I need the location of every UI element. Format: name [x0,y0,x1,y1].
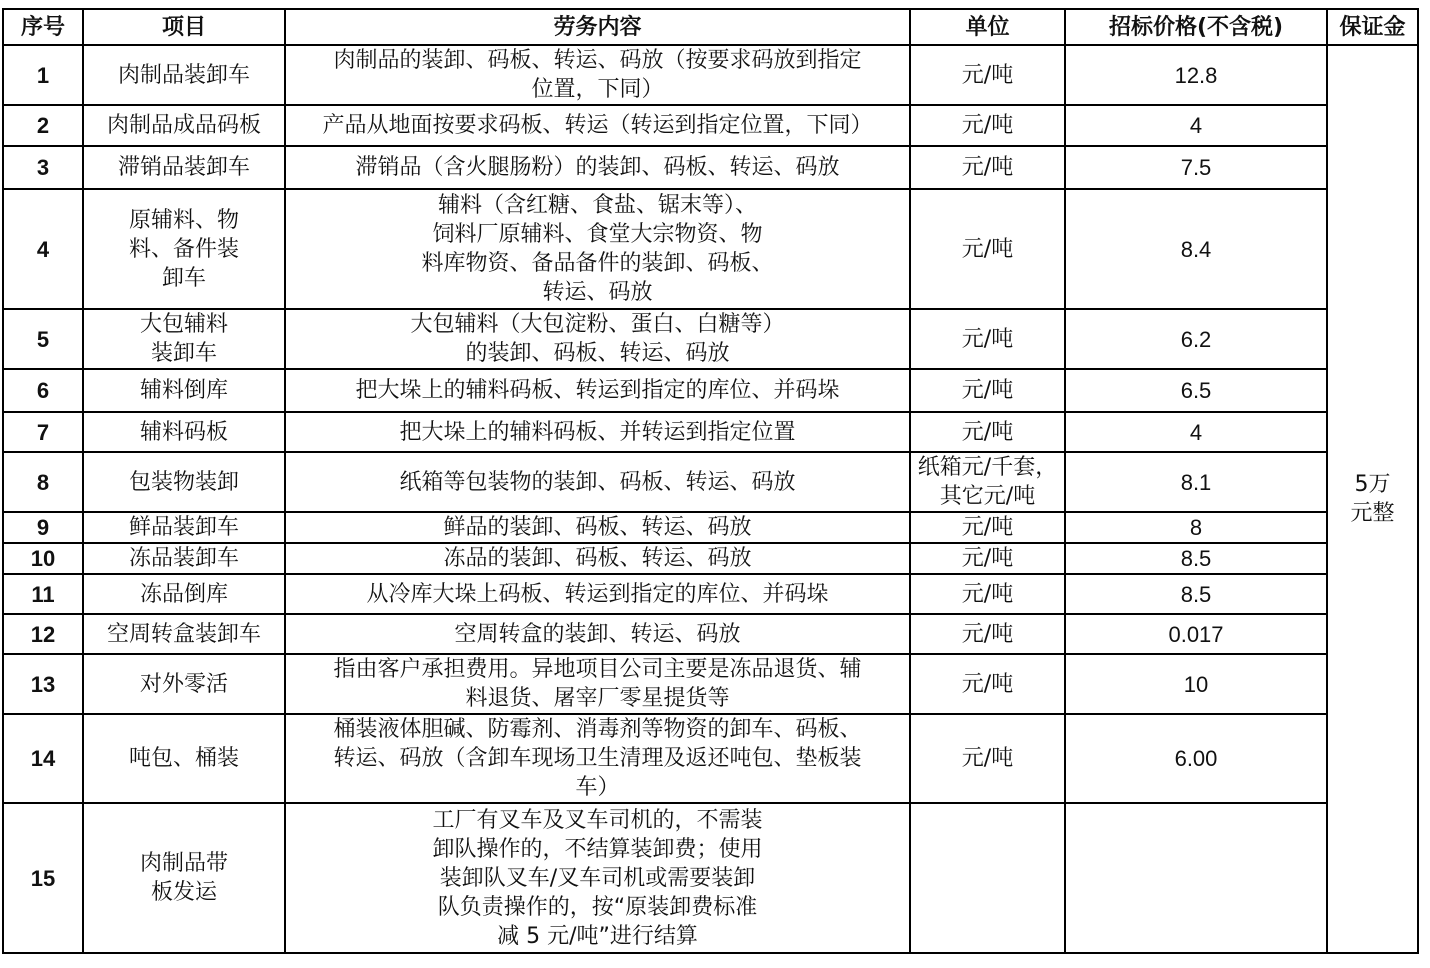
text-line: 吨包、桶装 [128,746,239,771]
price-cell: 4 [1065,412,1327,452]
content-cell [285,189,910,309]
unit-cell [910,105,1065,146]
item-cell [83,309,285,369]
unit-cell [910,574,1065,614]
text-line: 装卸车 [150,341,217,366]
content-cell [285,146,910,189]
table-row [3,803,1418,953]
content-cell [285,105,910,146]
seq-cell: 1 [3,45,83,105]
text-line: 料、备件装 [128,236,239,262]
text-line: 饲料厂原辅料、食堂大宗物资、物 [432,222,763,247]
content-cell [285,452,910,512]
text-line: 纸箱等包装物的装卸、码板、转运、码放 [399,469,796,495]
header-deposit: 保证金 [1327,9,1418,45]
table-row [3,574,1418,614]
text-line: 元/吨 [961,581,1014,607]
table-row [3,369,1418,412]
text-line: 车） [575,775,620,800]
content-cell [285,309,910,369]
text-line: 冻品的装卸、码板、转运、码放 [443,546,752,571]
seq-cell: 11 [3,574,83,614]
text-line: 5万 [1354,472,1391,497]
table-row [3,452,1418,512]
header-item: 项目 [83,9,285,45]
unit-cell [910,512,1065,543]
seq-cell: 5 [3,309,83,369]
text-line: 对外零活 [139,671,228,697]
text-line: 元/吨 [961,419,1014,445]
item-cell [83,803,285,953]
header-price: 招标价格(不含税) [1065,9,1327,45]
content-cell [285,45,910,105]
price-cell: 10 [1065,654,1327,714]
text-line: 元/吨 [961,515,1014,540]
content-cell [285,412,910,452]
table-row [3,412,1418,452]
unit-cell [910,543,1065,574]
text-line: 位置，下同） [531,77,664,102]
deposit-cell [1327,45,1418,953]
text-line: 纸箱元/千套， [917,455,1058,480]
seq-cell: 10 [3,543,83,574]
text-line: 鲜品的装卸、码板、转运、码放 [443,515,752,540]
unit-cell [910,369,1065,412]
item-cell [83,105,285,146]
seq-cell: 2 [3,105,83,146]
item-cell [83,369,285,412]
price-cell: 6.00 [1065,714,1327,803]
content-cell [285,512,910,543]
item-cell [83,452,285,512]
seq-cell: 4 [3,189,83,309]
text-line: 滞销品装卸车 [117,155,250,180]
unit-cell [910,714,1065,803]
text-line: 把大垛上的辅料码板、并转运到指定位置 [399,419,796,445]
text-line: 料退货、屠宰厂零星提货等 [465,686,730,711]
price-cell: 8.4 [1065,189,1327,309]
content-cell [285,654,910,714]
price-cell: 8.5 [1065,574,1327,614]
content-cell [285,803,910,953]
text-line: 把大垛上的辅料码板、转运到指定的库位、并码垛 [355,378,840,403]
text-line: 肉制品的装卸、码板、转运、码放（按要求码放到指定 [333,48,862,73]
seq-cell: 13 [3,654,83,714]
item-cell [83,543,285,574]
text-line: 辅料倒库 [139,378,228,403]
price-cell: 0.017 [1065,614,1327,654]
content-cell [285,614,910,654]
text-line: 元/吨 [961,236,1014,262]
table-row [3,654,1418,714]
header-row [3,9,1418,45]
price-cell: 12.8 [1065,45,1327,105]
text-line: 料库物资、备品备件的装卸、码板、 [421,251,774,276]
seq-cell: 12 [3,614,83,654]
unit-cell [910,412,1065,452]
text-line: 元/吨 [961,62,1014,88]
header-seq: 序号 [3,9,83,45]
text-line: 指由客户承担费用。异地项目公司主要是冻品退货、辅 [333,657,862,682]
text-line: 从冷库大垛上码板、转运到指定的库位、并码垛 [366,581,829,607]
header-content: 劳务内容 [285,9,910,45]
text-line: 肉制品带 [139,851,228,876]
item-cell [83,654,285,714]
unit-cell [910,452,1065,512]
price-cell: 8 [1065,512,1327,543]
table-row [3,146,1418,189]
item-cell [83,189,285,309]
unit-cell [910,146,1065,189]
table-row [3,714,1418,803]
text-line: 元/吨 [961,155,1014,180]
table-row [3,512,1418,543]
text-line: 的装卸、码板、转运、码放 [465,341,730,366]
item-cell [83,714,285,803]
text-line: 辅料码板 [139,419,228,445]
text-line: 滞销品（含火腿肠粉）的装卸、码板、转运、码放 [355,155,840,180]
item-cell [83,45,285,105]
text-line: 肉制品装卸车 [117,62,250,88]
text-line: 辅料（含红糖、食盐、锯末等）、 [437,193,757,218]
price-cell: 7.5 [1065,146,1327,189]
text-line: 产品从地面按要求码板、转运（转运到指定位置，下同） [322,113,873,138]
unit-cell [910,803,1065,953]
text-line: 元整 [1350,501,1395,526]
item-cell [83,574,285,614]
content-cell [285,369,910,412]
item-cell [83,512,285,543]
unit-cell [910,614,1065,654]
text-line: 元/吨 [961,378,1014,403]
text-line: 原辅料、物 [128,207,239,233]
price-cell: 4 [1065,105,1327,146]
table-row [3,45,1418,105]
table-row [3,543,1418,574]
content-cell [285,543,910,574]
seq-cell: 14 [3,714,83,803]
header-unit: 单位 [910,9,1065,45]
seq-cell: 15 [3,803,83,953]
unit-cell [910,654,1065,714]
seq-cell: 6 [3,369,83,412]
text-line: 鲜品装卸车 [128,515,239,540]
text-line: 冻品倒库 [139,581,228,607]
price-cell: 6.5 [1065,369,1327,412]
text-line: 队负责操作的，按“原装卸费标准 [437,894,758,920]
text-line: 减 5 元/吨”进行结算 [497,923,698,949]
seq-cell: 9 [3,512,83,543]
unit-cell [910,189,1065,309]
content-cell [285,714,910,803]
text-line: 元/吨 [961,113,1014,138]
seq-cell: 3 [3,146,83,189]
text-line: 冻品装卸车 [128,546,239,571]
text-line: 工厂有叉车及叉车司机的，不需装 [432,807,763,833]
text-line: 空周转盒的装卸、转运、码放 [454,621,741,647]
text-line: 桶装液体胆碱、防霉剂、消毒剂等物资的卸车、码板、 [333,717,862,742]
unit-cell [910,45,1065,105]
text-line: 卸队操作的，不结算装卸费；使用 [432,836,763,862]
text-line: 元/吨 [961,326,1014,352]
text-line: 卸车 [161,265,206,291]
text-line: 板发运 [150,880,217,905]
table-row [3,614,1418,654]
text-line: 元/吨 [961,621,1014,647]
content-cell [285,574,910,614]
item-cell [83,146,285,189]
table-row [3,189,1418,309]
price-cell [1065,803,1327,953]
table-row [3,105,1418,146]
text-line: 转运、码放 [542,280,653,305]
text-line: 转运、码放（含卸车现场卫生清理及返还吨包、垫板装 [333,746,862,771]
price-cell: 6.2 [1065,309,1327,369]
item-cell [83,412,285,452]
labor-price-table [2,8,1419,954]
text-line: 元/吨 [961,671,1014,697]
text-line: 元/吨 [961,746,1014,771]
text-line: 其它元/吨 [939,484,1036,509]
text-line: 元/吨 [961,546,1014,571]
unit-cell [910,309,1065,369]
text-line: 装卸队叉车/叉车司机或需要装卸 [439,865,756,891]
text-line: 空周转盒装卸车 [106,621,261,647]
text-line: 大包辅料 [139,312,228,337]
seq-cell: 8 [3,452,83,512]
seq-cell: 7 [3,412,83,452]
table-row [3,309,1418,369]
price-cell: 8.1 [1065,452,1327,512]
text-line: 大包辅料（大包淀粉、蛋白、白糖等） [410,312,785,337]
text-line: 肉制品成品码板 [106,113,261,138]
text-line: 包装物装卸 [128,469,239,495]
item-cell [83,614,285,654]
price-cell: 8.5 [1065,543,1327,574]
